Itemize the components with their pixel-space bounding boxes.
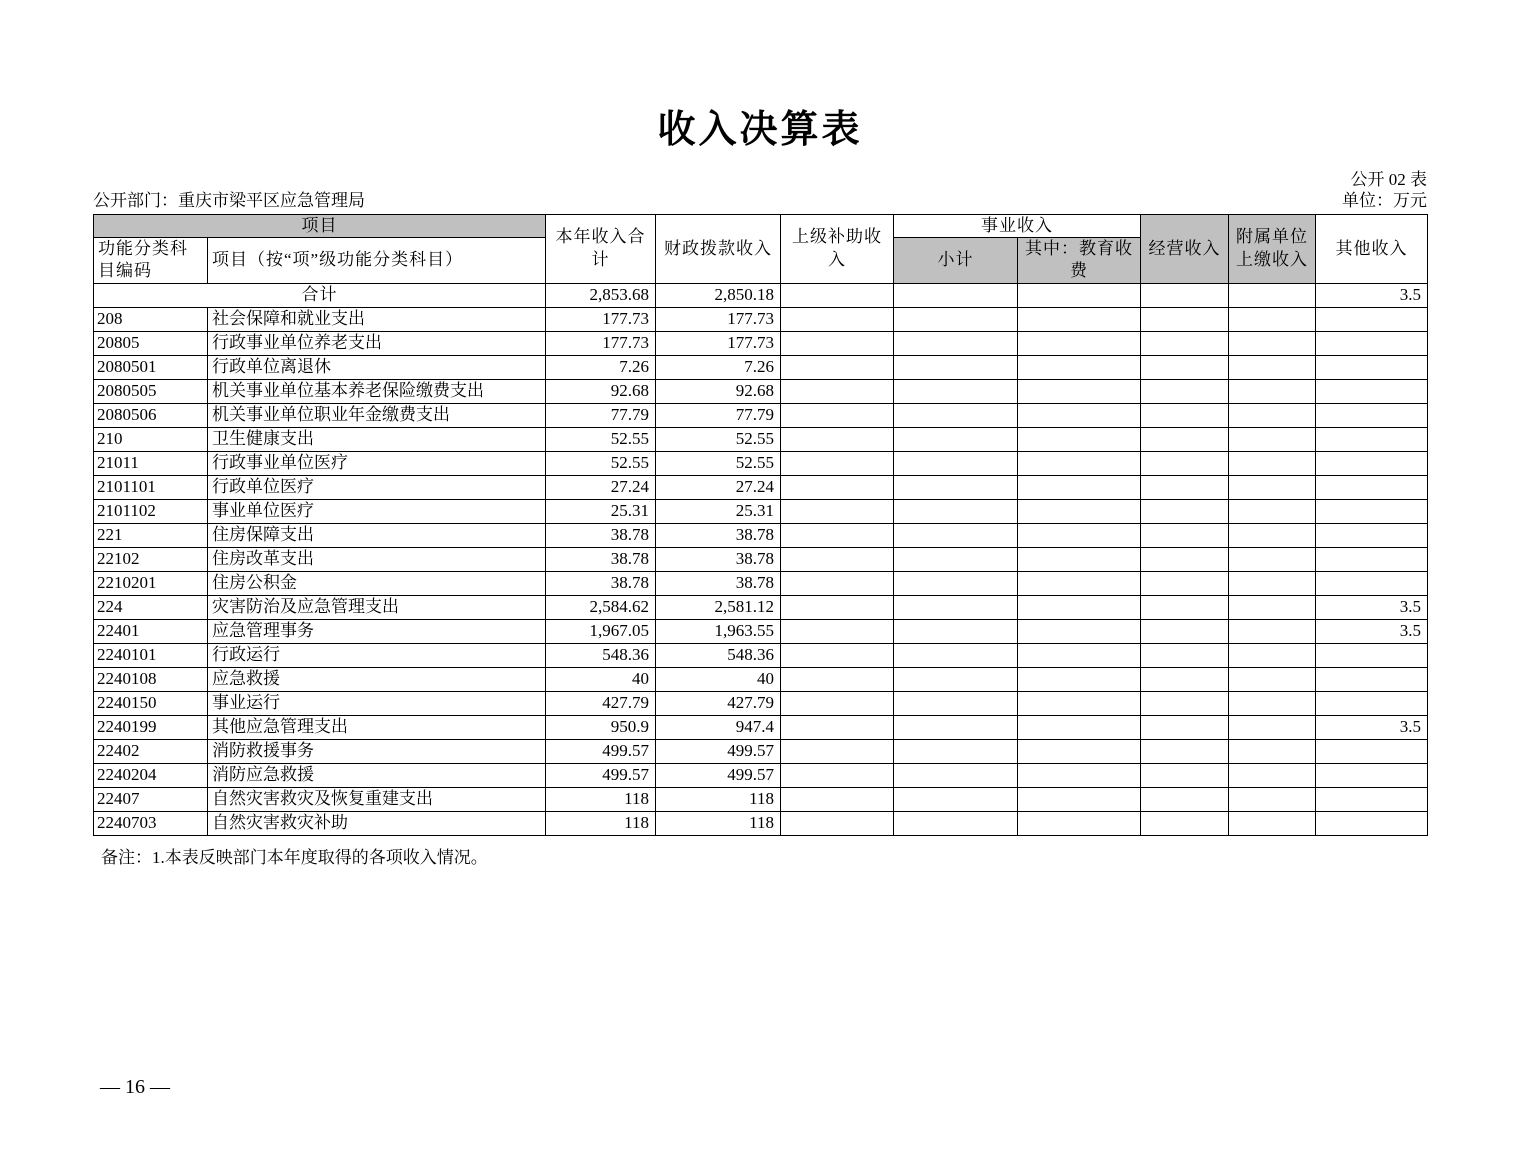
cell-function-code: 20805 (94, 331, 208, 355)
cell-other (1316, 427, 1428, 451)
cell-item-name: 消防应急救援 (208, 763, 546, 787)
cell-fiscal: 40 (656, 667, 781, 691)
cell-superior (781, 691, 894, 715)
cell-item-name: 社会保障和就业支出 (208, 307, 546, 331)
cell-operating (1141, 403, 1229, 427)
cell-affiliated (1229, 715, 1316, 739)
table-row (94, 763, 1428, 787)
cell-operating (1141, 739, 1229, 763)
cell-total: 38.78 (546, 571, 656, 595)
cell-total: 177.73 (546, 331, 656, 355)
unit-label: 单位：万元 (1342, 191, 1427, 211)
cell-other (1316, 403, 1428, 427)
cell-subtotal (894, 787, 1018, 811)
cell-operating (1141, 715, 1229, 739)
cell-affiliated (1229, 331, 1316, 355)
cell-education (1018, 643, 1141, 667)
table-row (94, 643, 1428, 667)
cell-operating (1141, 667, 1229, 691)
table-row (94, 307, 1428, 331)
table-row (94, 331, 1428, 355)
cell-operating (1141, 307, 1229, 331)
header-operating-income: 经营收入 (1141, 214, 1229, 283)
table-row (94, 427, 1428, 451)
cell-subtotal (894, 571, 1018, 595)
table-row (94, 475, 1428, 499)
cell-subtotal (894, 811, 1018, 835)
cell-operating (1141, 355, 1229, 379)
cell-total: 52.55 (546, 451, 656, 475)
cell-operating (1141, 379, 1229, 403)
cell-item-name: 灾害防治及应急管理支出 (208, 595, 546, 619)
cell-other (1316, 667, 1428, 691)
cell-fiscal: 548.36 (656, 643, 781, 667)
cell-affiliated (1229, 451, 1316, 475)
header-item-by-level: 项目（按“项”级功能分类科目） (208, 237, 546, 283)
cell-function-code: 2080506 (94, 403, 208, 427)
page-title: 收入决算表 (657, 109, 863, 151)
cell-item-name: 行政单位离退休 (208, 355, 546, 379)
cell-operating (1141, 787, 1229, 811)
cell-affiliated (1229, 787, 1316, 811)
header-fiscal-allocation-income: 财政拨款收入 (656, 214, 781, 283)
cell-education (1018, 547, 1141, 571)
table-row (94, 715, 1428, 739)
cell-other (1316, 307, 1428, 331)
cell-superior (781, 595, 894, 619)
cell-superior (781, 499, 894, 523)
cell-function-code: 2240204 (94, 763, 208, 787)
page-number: — 16 — (100, 1076, 170, 1098)
cell-fiscal: 2,581.12 (656, 595, 781, 619)
table-row (94, 619, 1428, 643)
header-subtotal: 小计 (894, 237, 1018, 283)
cell-fiscal: 499.57 (656, 763, 781, 787)
cell-item-name: 卫生健康支出 (208, 427, 546, 451)
cell-operating (1141, 619, 1229, 643)
cell-operating (1141, 523, 1229, 547)
cell-subtotal (894, 523, 1018, 547)
cell-item-name: 机关事业单位职业年金缴费支出 (208, 403, 546, 427)
cell-operating (1141, 595, 1229, 619)
cell-fiscal: 25.31 (656, 499, 781, 523)
cell-operating (1141, 451, 1229, 475)
header-business-income-group: 事业收入 (894, 214, 1141, 237)
cell-total: 25.31 (546, 499, 656, 523)
cell-total: 2,584.62 (546, 595, 656, 619)
cell-education (1018, 595, 1141, 619)
cell-item-name: 消防救援事务 (208, 739, 546, 763)
cell-superior (781, 331, 894, 355)
cell-total-row-label: 合计 (94, 283, 546, 307)
cell-total: 177.73 (546, 307, 656, 331)
table-row (94, 571, 1428, 595)
cell-item-name: 行政单位医疗 (208, 475, 546, 499)
cell-education (1018, 403, 1141, 427)
header-project-group: 项目 (94, 214, 546, 237)
cell-affiliated (1229, 763, 1316, 787)
cell-subtotal (894, 619, 1018, 643)
cell-function-code: 2240150 (94, 691, 208, 715)
cell-fiscal: 38.78 (656, 571, 781, 595)
cell-affiliated (1229, 571, 1316, 595)
table-note: 备注：1.本表反映部门本年度取得的各项收入情况。 (101, 847, 488, 867)
cell-other (1316, 331, 1428, 355)
cell-total: 92.68 (546, 379, 656, 403)
table-row (94, 595, 1428, 619)
cell-other (1316, 451, 1428, 475)
cell-superior (781, 715, 894, 739)
table-row (94, 547, 1428, 571)
cell-fiscal: 427.79 (656, 691, 781, 715)
cell-total: 427.79 (546, 691, 656, 715)
cell-item-name: 住房公积金 (208, 571, 546, 595)
header-row-1 (94, 214, 1428, 237)
meta-row (93, 190, 1427, 211)
cell-fiscal: 38.78 (656, 547, 781, 571)
cell-affiliated (1229, 643, 1316, 667)
cell-function-code: 224 (94, 595, 208, 619)
cell-total: 2,853.68 (546, 283, 656, 307)
cell-other (1316, 547, 1428, 571)
cell-other (1316, 739, 1428, 763)
cell-other (1316, 787, 1428, 811)
table-row (94, 667, 1428, 691)
cell-fiscal: 92.68 (656, 379, 781, 403)
cell-education (1018, 379, 1141, 403)
cell-superior (781, 379, 894, 403)
cell-fiscal: 118 (656, 787, 781, 811)
department-label: 公开部门：重庆市梁平区应急管理局 (93, 191, 365, 211)
cell-affiliated (1229, 403, 1316, 427)
cell-education (1018, 811, 1141, 835)
cell-operating (1141, 331, 1229, 355)
cell-total: 118 (546, 811, 656, 835)
table-row (94, 523, 1428, 547)
table-row (94, 283, 1428, 307)
cell-item-name: 自然灾害救灾及恢复重建支出 (208, 787, 546, 811)
cell-affiliated (1229, 523, 1316, 547)
cell-function-code: 22402 (94, 739, 208, 763)
cell-subtotal (894, 451, 1018, 475)
cell-total: 118 (546, 787, 656, 811)
table-row (94, 379, 1428, 403)
cell-fiscal: 177.73 (656, 307, 781, 331)
cell-total: 40 (546, 667, 656, 691)
table-row (94, 787, 1428, 811)
cell-operating (1141, 475, 1229, 499)
cell-item-name: 行政运行 (208, 643, 546, 667)
cell-affiliated (1229, 307, 1316, 331)
cell-function-code: 21011 (94, 451, 208, 475)
cell-education (1018, 355, 1141, 379)
cell-education (1018, 739, 1141, 763)
cell-operating (1141, 571, 1229, 595)
cell-other (1316, 643, 1428, 667)
cell-subtotal (894, 643, 1018, 667)
cell-subtotal (894, 739, 1018, 763)
cell-affiliated (1229, 475, 1316, 499)
cell-education (1018, 619, 1141, 643)
cell-subtotal (894, 547, 1018, 571)
cell-fiscal: 38.78 (656, 523, 781, 547)
cell-function-code: 2240703 (94, 811, 208, 835)
cell-education (1018, 499, 1141, 523)
header-affiliated-unit-income: 附属单位上缴收入 (1229, 214, 1316, 283)
cell-item-name: 事业单位医疗 (208, 499, 546, 523)
cell-total: 499.57 (546, 763, 656, 787)
cell-operating (1141, 547, 1229, 571)
header-other-income: 其他收入 (1316, 214, 1428, 283)
cell-affiliated (1229, 547, 1316, 571)
cell-item-name: 行政事业单位养老支出 (208, 331, 546, 355)
cell-function-code: 2240108 (94, 667, 208, 691)
cell-total: 38.78 (546, 547, 656, 571)
cell-subtotal (894, 355, 1018, 379)
cell-affiliated (1229, 667, 1316, 691)
cell-other (1316, 763, 1428, 787)
cell-affiliated (1229, 427, 1316, 451)
table-code-label: 公开 02 表 (1350, 170, 1427, 189)
table-row (94, 403, 1428, 427)
table-row (94, 355, 1428, 379)
cell-affiliated (1229, 739, 1316, 763)
cell-operating (1141, 811, 1229, 835)
cell-superior (781, 643, 894, 667)
table-row (94, 739, 1428, 763)
table-row (94, 691, 1428, 715)
cell-superior (781, 619, 894, 643)
cell-total: 52.55 (546, 427, 656, 451)
cell-item-name: 应急管理事务 (208, 619, 546, 643)
cell-subtotal (894, 691, 1018, 715)
cell-education (1018, 427, 1141, 451)
cell-superior (781, 811, 894, 835)
cell-other: 3.5 (1316, 283, 1428, 307)
cell-subtotal (894, 475, 1018, 499)
cell-superior (781, 739, 894, 763)
cell-other (1316, 475, 1428, 499)
cell-subtotal (894, 427, 1018, 451)
cell-education (1018, 523, 1141, 547)
cell-other: 3.5 (1316, 715, 1428, 739)
cell-superior (781, 355, 894, 379)
cell-superior (781, 523, 894, 547)
cell-subtotal (894, 595, 1018, 619)
cell-operating (1141, 427, 1229, 451)
cell-other: 3.5 (1316, 619, 1428, 643)
cell-education (1018, 283, 1141, 307)
cell-item-name: 其他应急管理支出 (208, 715, 546, 739)
cell-function-code: 22401 (94, 619, 208, 643)
cell-subtotal (894, 283, 1018, 307)
cell-function-code: 2210201 (94, 571, 208, 595)
cell-other (1316, 499, 1428, 523)
cell-other (1316, 571, 1428, 595)
cell-subtotal (894, 715, 1018, 739)
cell-fiscal: 52.55 (656, 451, 781, 475)
cell-education (1018, 691, 1141, 715)
cell-fiscal: 77.79 (656, 403, 781, 427)
cell-other (1316, 379, 1428, 403)
cell-function-code: 2080501 (94, 355, 208, 379)
cell-subtotal (894, 499, 1018, 523)
cell-affiliated (1229, 379, 1316, 403)
cell-fiscal: 27.24 (656, 475, 781, 499)
cell-function-code: 22407 (94, 787, 208, 811)
cell-superior (781, 667, 894, 691)
cell-education (1018, 307, 1141, 331)
cell-other (1316, 355, 1428, 379)
cell-total: 1,967.05 (546, 619, 656, 643)
cell-function-code: 2240101 (94, 643, 208, 667)
cell-other (1316, 523, 1428, 547)
cell-item-name: 应急救援 (208, 667, 546, 691)
table-body (94, 283, 1428, 835)
cell-education (1018, 571, 1141, 595)
cell-fiscal: 2,850.18 (656, 283, 781, 307)
cell-total: 499.57 (546, 739, 656, 763)
cell-subtotal (894, 379, 1018, 403)
cell-item-name: 机关事业单位基本养老保险缴费支出 (208, 379, 546, 403)
header-function-class-code: 功能分类科目编码 (94, 237, 208, 283)
cell-function-code: 22102 (94, 547, 208, 571)
cell-fiscal: 499.57 (656, 739, 781, 763)
cell-superior (781, 283, 894, 307)
cell-education (1018, 475, 1141, 499)
cell-total: 27.24 (546, 475, 656, 499)
cell-affiliated (1229, 595, 1316, 619)
cell-total: 950.9 (546, 715, 656, 739)
cell-superior (781, 763, 894, 787)
cell-superior (781, 547, 894, 571)
cell-subtotal (894, 667, 1018, 691)
cell-function-code: 210 (94, 427, 208, 451)
cell-function-code: 2240199 (94, 715, 208, 739)
cell-item-name: 自然灾害救灾补助 (208, 811, 546, 835)
cell-operating (1141, 763, 1229, 787)
cell-total: 38.78 (546, 523, 656, 547)
cell-operating (1141, 283, 1229, 307)
cell-operating (1141, 643, 1229, 667)
document-sheet (93, 98, 1427, 868)
cell-function-code: 2080505 (94, 379, 208, 403)
cell-superior (781, 787, 894, 811)
cell-fiscal: 1,963.55 (656, 619, 781, 643)
cell-item-name: 住房保障支出 (208, 523, 546, 547)
cell-function-code: 2101101 (94, 475, 208, 499)
cell-education (1018, 451, 1141, 475)
cell-item-name: 行政事业单位医疗 (208, 451, 546, 475)
cell-superior (781, 403, 894, 427)
cell-affiliated (1229, 355, 1316, 379)
cell-affiliated (1229, 283, 1316, 307)
cell-other (1316, 691, 1428, 715)
cell-superior (781, 427, 894, 451)
header-superior-subsidy-income: 上级补助收入 (781, 214, 894, 283)
cell-affiliated (1229, 811, 1316, 835)
cell-total: 77.79 (546, 403, 656, 427)
cell-superior (781, 451, 894, 475)
cell-subtotal (894, 763, 1018, 787)
cell-fiscal: 52.55 (656, 427, 781, 451)
cell-education (1018, 331, 1141, 355)
table-row (94, 499, 1428, 523)
cell-operating (1141, 499, 1229, 523)
cell-item-name: 事业运行 (208, 691, 546, 715)
cell-superior (781, 475, 894, 499)
cell-total: 7.26 (546, 355, 656, 379)
header-education-fees: 其中：教育收费 (1018, 237, 1141, 283)
cell-other (1316, 811, 1428, 835)
cell-other: 3.5 (1316, 595, 1428, 619)
cell-subtotal (894, 331, 1018, 355)
cell-education (1018, 787, 1141, 811)
header-annual-income-total: 本年收入合计 (546, 214, 656, 283)
cell-fiscal: 177.73 (656, 331, 781, 355)
cell-fiscal: 947.4 (656, 715, 781, 739)
table-row (94, 811, 1428, 835)
cell-affiliated (1229, 499, 1316, 523)
cell-subtotal (894, 403, 1018, 427)
table-row (94, 451, 1428, 475)
cell-superior (781, 307, 894, 331)
cell-education (1018, 667, 1141, 691)
cell-affiliated (1229, 691, 1316, 715)
income-table (93, 214, 1428, 836)
cell-total: 548.36 (546, 643, 656, 667)
cell-affiliated (1229, 619, 1316, 643)
cell-fiscal: 7.26 (656, 355, 781, 379)
cell-education (1018, 763, 1141, 787)
cell-function-code: 2101102 (94, 499, 208, 523)
cell-function-code: 221 (94, 523, 208, 547)
cell-subtotal (894, 307, 1018, 331)
cell-item-name: 住房改革支出 (208, 547, 546, 571)
cell-operating (1141, 691, 1229, 715)
cell-superior (781, 571, 894, 595)
cell-function-code: 208 (94, 307, 208, 331)
cell-education (1018, 715, 1141, 739)
cell-fiscal: 118 (656, 811, 781, 835)
